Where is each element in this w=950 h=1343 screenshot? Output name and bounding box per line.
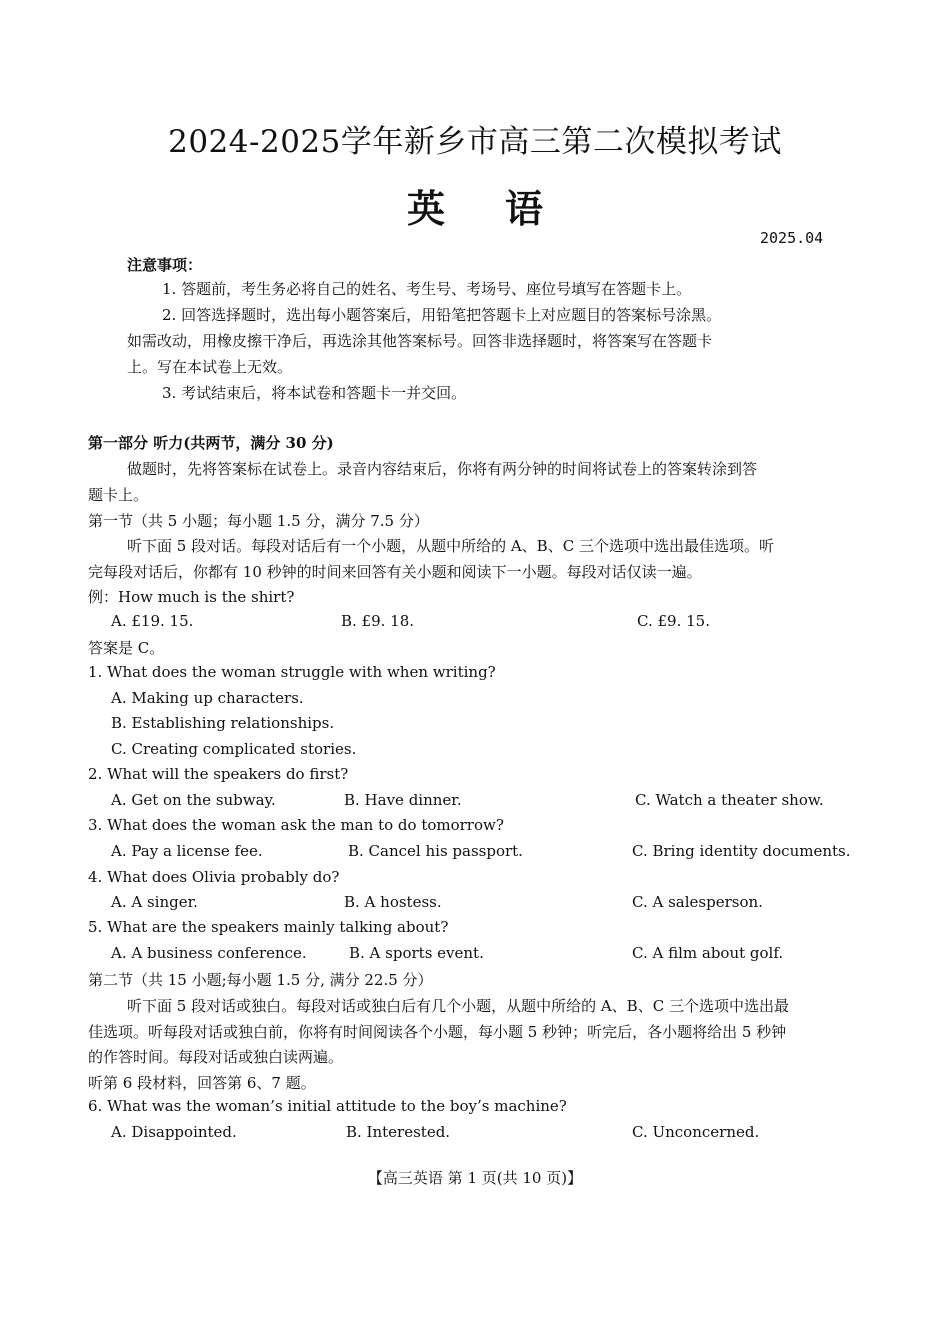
question-6: 6. What was the woman’s initial attitude to the boy’s machine? bbox=[88, 1097, 567, 1115]
q6-option-c: C. Unconcerned. bbox=[632, 1123, 760, 1141]
notice-line-1: 1. 答题前，考生务必将自己的姓名、考生号、考场号、座位号填写在答题卡上。 bbox=[162, 280, 692, 298]
q3-option-c: C. Bring identity documents. bbox=[632, 842, 851, 860]
q3-options bbox=[0, 842, 950, 864]
q6-option-a: A. Disappointed. bbox=[111, 1123, 237, 1141]
q2-option-b: B. Have dinner. bbox=[344, 791, 462, 809]
section2-instruction-2: 佳选项。听每段对话或独白前，你将有时间阅读各个小题，每小题 5 秒钟；听完后，各小题将给出 5 秒钟 bbox=[88, 1023, 787, 1041]
q1-option-a: A. Making up characters. bbox=[111, 689, 304, 707]
question-2: 2. What will the speakers do first? bbox=[88, 765, 349, 783]
q6-options bbox=[0, 1123, 950, 1145]
notice-line-5: 3. 考试结束后，将本试卷和答题卡一并交回。 bbox=[162, 384, 467, 402]
q2-options bbox=[0, 791, 950, 813]
notice-heading: 注意事项： bbox=[127, 256, 203, 274]
q4-option-b: B. A hostess. bbox=[344, 893, 442, 911]
section1-heading: 第一节（共 5 小题；每小题 1.5 分，满分 7.5 分） bbox=[88, 512, 429, 530]
example-option-b: B. £9. 18. bbox=[341, 612, 415, 630]
q4-options bbox=[0, 893, 950, 915]
q5-option-a: A. A business conference. bbox=[111, 944, 307, 962]
q3-option-b: B. Cancel his passport. bbox=[348, 842, 523, 860]
page-footer: 【高三英语 第 1 页(共 10 页)】 bbox=[367, 1169, 583, 1187]
notice-line-3: 如需改动，用橡皮擦干净后，再选涂其他答案标号。回答非选择题时，将答案写在答题卡 bbox=[127, 332, 713, 350]
q2-option-c: C. Watch a theater show. bbox=[635, 791, 824, 809]
question-5: 5. What are the speakers mainly talking about? bbox=[88, 918, 449, 936]
section2-material: 听第 6 段材料，回答第 6、7 题。 bbox=[88, 1074, 316, 1092]
notice-line-4: 上。写在本试卷上无效。 bbox=[127, 358, 293, 376]
example-options bbox=[0, 612, 950, 634]
question-3: 3. What does the woman ask the man to do tomorrow? bbox=[88, 816, 504, 834]
q4-option-c: C. A salesperson. bbox=[632, 893, 763, 911]
question-4: 4. What does Olivia probably do? bbox=[88, 868, 340, 886]
exam-subject: 英语 bbox=[406, 186, 603, 231]
notice-line-2: 2. 回答选择题时，选出每小题答案后，用铅笔把答题卡上对应题目的答案标号涂黑。 bbox=[162, 306, 722, 324]
exam-title: 2024-2025学年新乡市高三第二次模拟考试 bbox=[168, 124, 782, 160]
example-answer: 答案是 C。 bbox=[88, 639, 165, 657]
q1-option-c: C. Creating complicated stories. bbox=[111, 740, 357, 758]
part1-intro-line-2: 题卡上。 bbox=[88, 486, 149, 504]
part1-intro-line-1: 做题时，先将答案标在试卷上。录音内容结束后，你将有两分钟的时间将试卷上的答案转涂到答 bbox=[127, 460, 758, 478]
example-option-c: C. £9. 15. bbox=[637, 612, 710, 630]
q2-option-a: A. Get on the subway. bbox=[111, 791, 276, 809]
q5-options bbox=[0, 944, 950, 966]
exam-date: 2025.04 bbox=[760, 229, 824, 247]
q3-option-a: A. Pay a license fee. bbox=[111, 842, 263, 860]
q5-option-b: B. A sports event. bbox=[349, 944, 484, 962]
q6-option-b: B. Interested. bbox=[346, 1123, 451, 1141]
section2-heading: 第二节（共 15 小题;每小题 1.5 分, 满分 22.5 分） bbox=[88, 971, 433, 989]
section1-instruction-1: 听下面 5 段对话。每段对话后有一个小题，从题中所给的 A、B、C 三个选项中选出最佳选项。听 bbox=[127, 537, 774, 555]
q5-option-c: C. A film about golf. bbox=[632, 944, 784, 962]
q1-option-b: B. Establishing relationships. bbox=[111, 714, 335, 732]
section1-instruction-2: 完每段对话后，你都有 10 秒钟的时间来回答有关小题和阅读下一小题。每段对话仅读一遍。 bbox=[88, 563, 702, 581]
q4-option-a: A. A singer. bbox=[111, 893, 198, 911]
section2-instruction-1: 听下面 5 段对话或独白。每段对话或独白后有几个小题，从题中所给的 A、B、C 三个选项中选出最 bbox=[127, 997, 789, 1015]
part1-heading: 第一部分 听力(共两节，满分 30 分) bbox=[88, 434, 334, 452]
example-option-a: A. £19. 15. bbox=[111, 612, 194, 630]
question-1: 1. What does the woman struggle with when writing? bbox=[88, 663, 496, 681]
example-question: 例：How much is the shirt? bbox=[88, 588, 295, 606]
section2-instruction-3: 的作答时间。每段对话或独白读两遍。 bbox=[88, 1048, 344, 1066]
